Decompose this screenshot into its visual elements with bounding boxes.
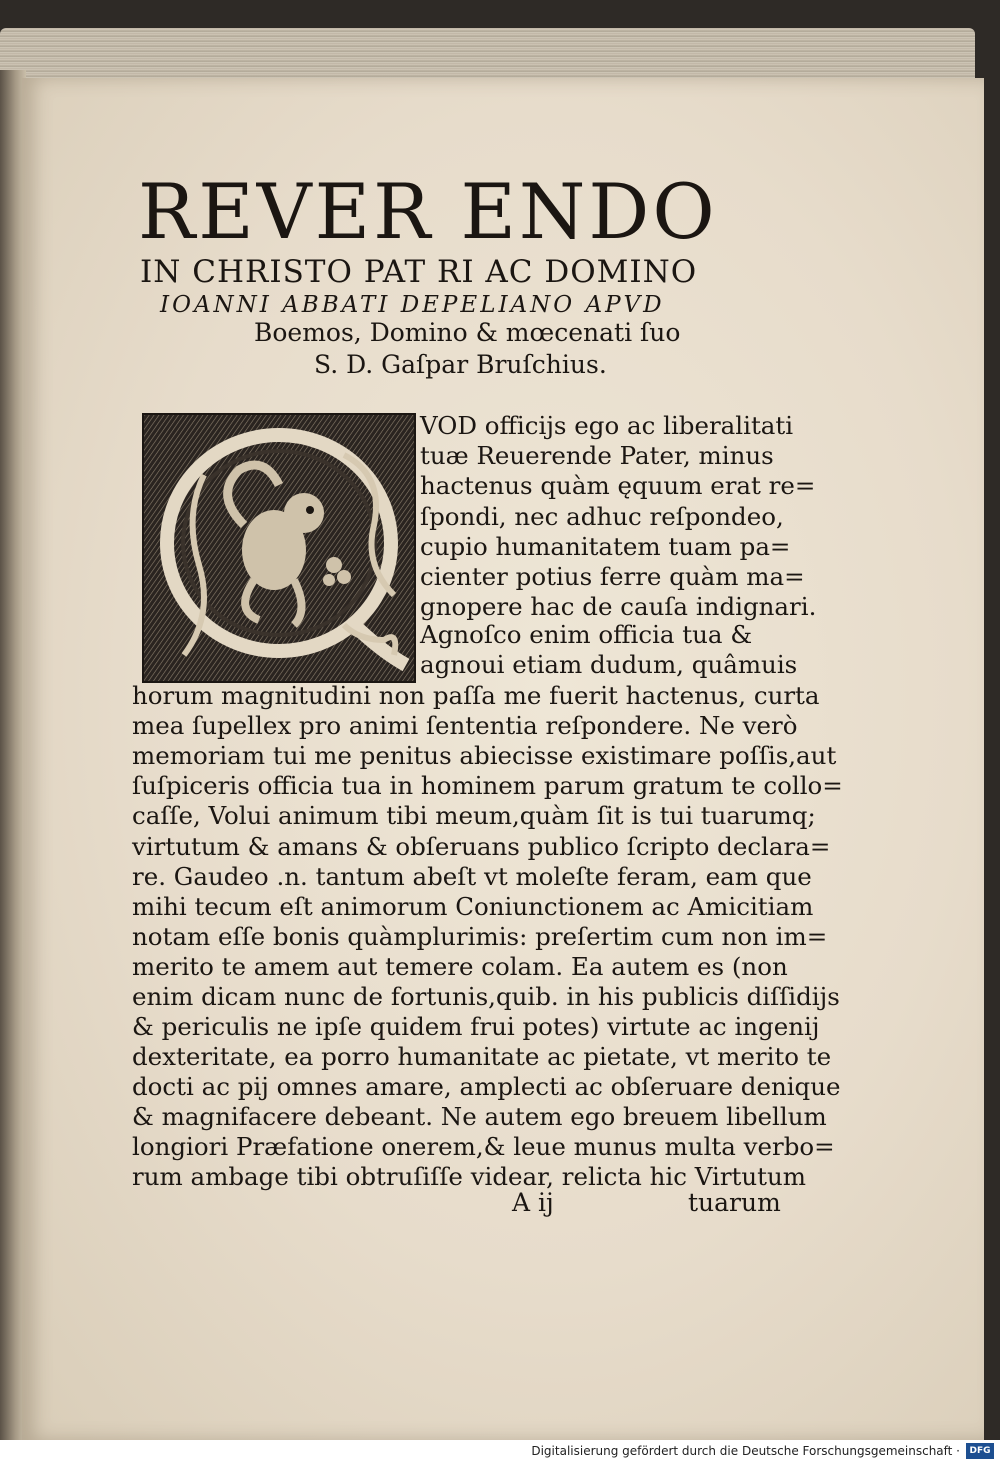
body-line: cienter potius ferre quàm ma= — [420, 562, 805, 591]
body-line: tuæ Reuerende Pater, minus — [420, 441, 774, 470]
page-title: REVER ENDO — [138, 167, 718, 256]
body-line: caſſe, Volui animum tibi meum,quàm ſit is tui tuarumq; — [132, 801, 816, 830]
body-line: re. Gaudeo .n. tantum abeſt vt moleſte feram, eam que — [132, 862, 812, 891]
body-line: & periculis ne ipſe quidem frui potes) virtute ac ingenij — [132, 1012, 820, 1041]
dedication-line-1: IN CHRISTO PAT RI AC DOMINO — [140, 254, 698, 290]
catchword: tuarum — [688, 1188, 781, 1217]
dedication-line-3: Boemos, Domino & mœcenati ſuo — [254, 318, 681, 347]
woodcut-initial-q-icon — [144, 415, 414, 681]
body-line: merito te amem aut temere colam. Ea autem es (non — [132, 952, 788, 981]
body-line: horum magnitudini non paſſa me fuerit hactenus, curta — [132, 681, 820, 710]
body-line: cupio humanitatem tuam pa= — [420, 532, 791, 561]
dfg-logo-icon: DFG — [966, 1443, 994, 1459]
body-line: memoriam tui me penitus abiecisse existimare poſſis,aut — [132, 741, 837, 770]
dedication-line-2: IOANNI ABBATI DEPELIANO APVD — [160, 292, 665, 318]
body-line: dexteritate, ea porro humanitate ac pietate, vt merito te — [132, 1042, 832, 1071]
signature-mark: A ij — [512, 1188, 554, 1217]
body-line: longiori Præfatione onerem,& leue munus multa verbo= — [132, 1132, 835, 1161]
decorated-initial-icon — [142, 413, 416, 683]
body-line: mea ſupellex pro animi ſententia reſpondere. Ne verò — [132, 711, 798, 740]
body-line: ſpondi, nec adhuc reſpondeo, — [420, 502, 784, 531]
body-line: notam eſſe bonis quàmplurimis: preſertim cum non im= — [132, 922, 828, 951]
funding-notice: Digitalisierung gefördert durch die Deutsche Forschungsgemeinschaft · — [531, 1444, 960, 1458]
body-line: gnopere hac de cauſa indignari. — [420, 592, 817, 621]
body-line: docti ac pij omnes amare, amplecti ac obſeruare denique — [132, 1072, 841, 1101]
body-line: hactenus quàm ęquum erat re= — [420, 471, 816, 500]
body-line: Agnoſco enim officia tua & — [420, 620, 753, 649]
body-line: & magnifacere debeant. Ne autem ego breuem libellum — [132, 1102, 827, 1131]
body-line: VOD officijs ego ac liberalitati — [420, 411, 794, 440]
body-line: enim dicam nunc de fortunis,quib. in his publicis diſſidijs — [132, 982, 840, 1011]
body-line: rum ambage tibi obtruſiſſe videar, relicta hic Virtutum — [132, 1162, 807, 1191]
body-line: ſuſpiceris officia tua in hominem parum gratum te collo= — [132, 771, 843, 800]
body-line: mihi tecum eſt animorum Coniunctionem ac Amicitiam — [132, 892, 814, 921]
body-line: virtutum & amans & obſeruans publico ſcripto declara= — [132, 832, 831, 861]
dedication-line-4: S. D. Gaſpar Bruſchius. — [314, 350, 607, 379]
body-line: agnoui etiam dudum, quâmuis — [420, 650, 798, 679]
footer-bar — [0, 1440, 1000, 1463]
